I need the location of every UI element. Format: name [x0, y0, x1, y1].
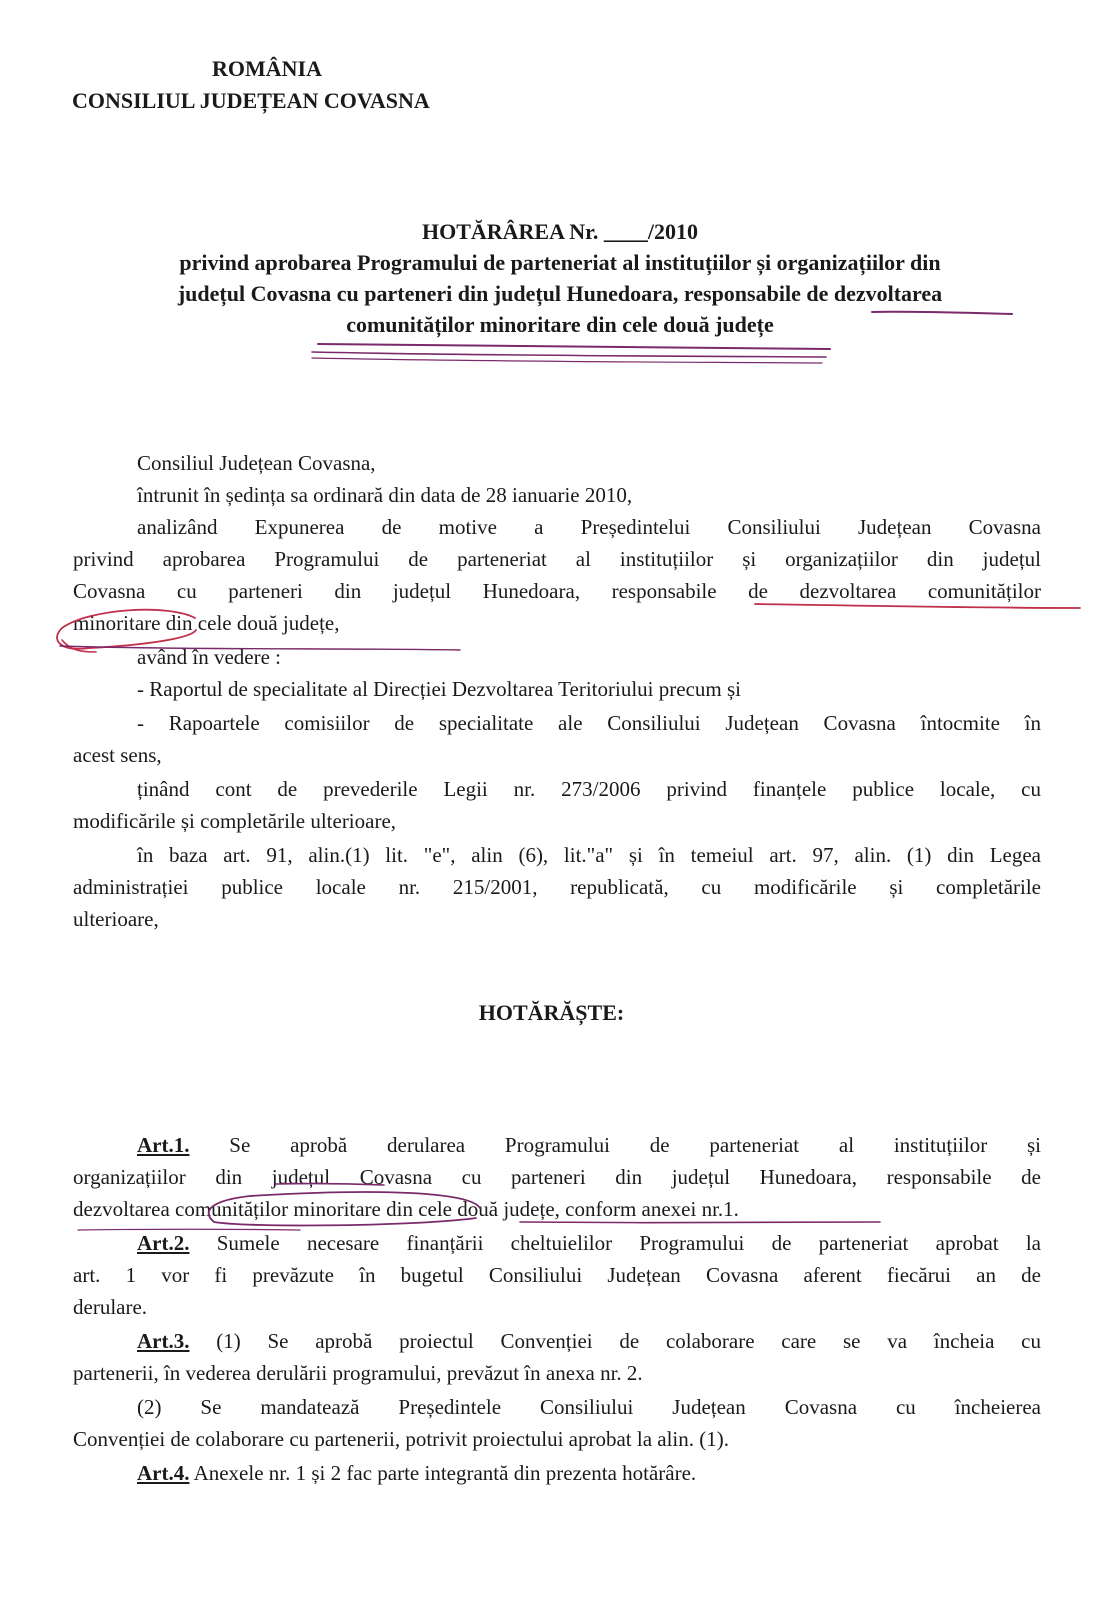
article-line: partenerii, în vederea derulării programului, prevăzut în anexa nr. 2.: [73, 1361, 643, 1385]
council-heading: CONSILIUL JUDEȚEAN COVASNA: [72, 88, 430, 113]
decides-heading: HOTĂRĂȘTE:: [478, 1000, 625, 1025]
decision-title: [100, 216, 1020, 340]
article-line: organizațiilor din județul Covasna cu parteneri din județul Hunedoara, responsabile de: [73, 1165, 1041, 1189]
preamble-line: acest sens,: [73, 743, 162, 767]
article-label: Art.3.: [137, 1329, 190, 1353]
pen-arrow: [62, 640, 96, 652]
title-line: județul Covasna cu parteneri din județul Hunedoara, responsabile de dezvoltarea: [177, 281, 943, 306]
article-line: dezvoltarea comunităților minoritare din cele două județe, conform anexei nr.1.: [73, 1197, 739, 1221]
pen-underline: [312, 352, 826, 357]
preamble-line: ulterioare,: [73, 907, 159, 931]
preamble-line: Covasna cu parteneri din județul Hunedoara, responsabile de dezvoltarea comunităților: [73, 579, 1041, 603]
pen-underline: [755, 604, 1080, 608]
preamble-line: - Rapoartele comisiilor de specialitate ale Consiliului Județean Covasna întocmite în: [137, 711, 1041, 735]
preamble-line: în baza art. 91, alin.(1) lit. "e", alin (6), lit."a" și în temeiul art. 97, alin. (1) din Legea: [137, 843, 1041, 867]
article-label: Art.2.: [137, 1231, 190, 1255]
decision-number: HOTĂRÂREA Nr. ____/2010: [421, 219, 699, 244]
article-3: [137, 1328, 1041, 1354]
article-line: Convenției de colaborare cu partenerii, potrivit proiectului aprobat la alin. (1).: [73, 1427, 730, 1451]
article-1: [137, 1132, 1041, 1158]
article-line: derulare.: [73, 1295, 148, 1319]
article-line: art. 1 vor fi prevăzute în bugetul Consiliului Județean Covasna aferent fiecărui an de: [73, 1263, 1041, 1287]
title-line: privind aprobarea Programului de parteneriat al instituțiilor și organizațiilor din: [179, 250, 941, 275]
preamble-line: privind aprobarea Programului de parteneriat al instituțiilor și organizațiilor din județul: [73, 547, 1041, 571]
article-label: Art.1.: [137, 1133, 190, 1157]
preamble-line: analizând Expunerea de motive a Președintelui Consiliului Județean Covasna: [137, 515, 1041, 539]
article-label: Art.4.: [137, 1461, 190, 1485]
pen-underline: [318, 344, 830, 349]
article-2: [137, 1230, 1041, 1256]
preamble-line: ținând cont de prevederile Legii nr. 273/2006 privind finanțele publice locale, cu: [137, 777, 1041, 801]
pen-underline: [312, 358, 822, 363]
article-text: Sumele necesare finanțării cheltuielilor Programului de parteneriat aprobat la: [189, 1231, 1041, 1255]
preamble-line: întrunit în ședința sa ordinară din data de 28 ianuarie 2010,: [137, 483, 633, 507]
preamble-line: - Raportul de specialitate al Direcției Dezvoltarea Teritoriului precum și: [137, 677, 741, 701]
article-line: (2) Se mandatează Președintele Consiliului Județean Covasna cu încheierea: [137, 1395, 1041, 1419]
article-text: (1) Se aprobă proiectul Convenției de colaborare care se va încheia cu: [189, 1329, 1041, 1353]
preamble-line: administrației publice locale nr. 215/2001, republicată, cu modificările și completările: [73, 875, 1041, 899]
preamble-line: minoritare din cele două județe,: [73, 611, 340, 635]
article-text: Anexele nr. 1 și 2 fac parte integrantă din prezenta hotărâre.: [189, 1461, 697, 1485]
pen-underline: [520, 1222, 880, 1223]
preamble-line: modificările și completările ulterioare,: [73, 809, 397, 833]
article-text: Se aprobă derularea Programului de parteneriat al instituțiilor și: [189, 1133, 1041, 1157]
article-4: [137, 1460, 1041, 1486]
preamble-line: Consiliul Județean Covasna,: [137, 451, 376, 475]
title-line: comunităților minoritare din cele două județe: [346, 312, 774, 337]
preamble-line: având în vedere :: [137, 645, 282, 669]
country-heading: ROMÂNIA: [212, 56, 322, 81]
